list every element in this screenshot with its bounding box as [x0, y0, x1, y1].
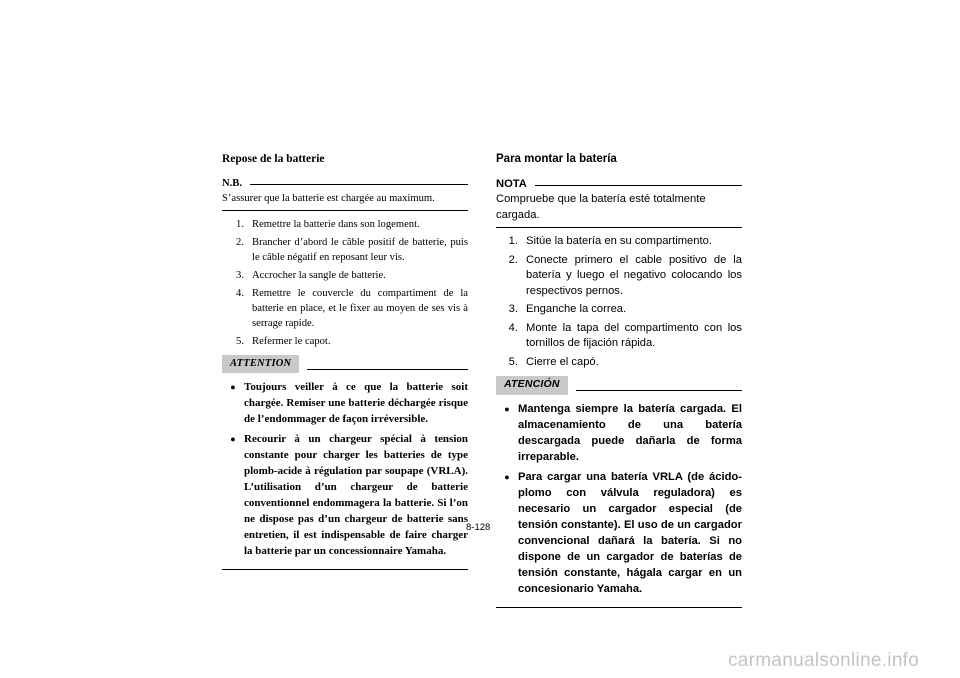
step-number: 1.	[236, 219, 244, 230]
bullet-icon: ●	[230, 382, 236, 392]
spanish-column	[496, 152, 742, 608]
attention-rule-fr	[307, 369, 468, 370]
note-text-fr: S’assurer que la batterie est chargée au maximum.	[222, 191, 468, 211]
step-item	[222, 235, 468, 265]
bullet-icon: ●	[504, 471, 510, 482]
step-number: 2.	[236, 237, 244, 248]
step-text: Remettre la batterie dans son logement.	[252, 219, 420, 230]
attention-item	[222, 431, 468, 559]
french-column	[222, 152, 468, 570]
attention-item	[496, 469, 742, 597]
steps-list-es	[496, 234, 742, 370]
step-item	[222, 268, 468, 283]
step-item	[222, 217, 468, 232]
step-text: Remettre le couvercle du compartiment de la batterie en place, et le fixer au moyen de ses vis à serrage rapide.	[252, 288, 468, 329]
note-header-es	[496, 177, 742, 193]
step-number: 5.	[508, 355, 518, 368]
attention-item	[222, 379, 468, 427]
note-header-fr	[222, 176, 468, 191]
step-item	[496, 355, 742, 371]
step-item	[496, 234, 742, 250]
section-title-es: Para montar la batería	[496, 153, 617, 165]
step-text: Brancher d’abord le câble positif de batterie, puis le câble négatif en reposant leur vis.	[252, 237, 468, 263]
attention-list-fr	[222, 379, 468, 570]
step-text: Enganche la correa.	[526, 303, 627, 315]
attention-text: Mantenga siempre la batería cargada. El almacenamiento de una batería descargada puede dañarla de forma irreparable.	[518, 402, 742, 463]
attention-rule-es	[576, 390, 742, 391]
step-item	[222, 286, 468, 331]
section-title-fr: Repose de la batterie	[222, 153, 325, 165]
step-item	[496, 253, 742, 300]
bullet-icon: ●	[230, 434, 236, 444]
step-number: 3.	[236, 270, 244, 281]
step-text: Sitúe la batería en su compartimento.	[526, 235, 712, 247]
attention-text: Recourir à un chargeur spécial à tension constante pour charger les batteries de type plomb-acide à régulation par soupape (VRLA). L’utilisation d’un chargeur de batterie conventionnel endommagera la batterie. Si l’on ne dispose pas d’un chargeur de batterie sans entretien, il est indispensable de faire charger la batterie par un concessionnaire Yamaha.	[244, 433, 468, 557]
note-label-fr: N.B.	[222, 178, 243, 189]
step-number: 5.	[236, 336, 244, 347]
attention-text: Para cargar una batería VRLA (de ácido-plomo con válvula reguladora) es necesario un cargador especial (de tensión constante). El uso de un cargador convencional dañará la batería. Si no dispone de un cargador de baterías de tensión constante, hágala cargar en un concesionario Yamaha.	[518, 470, 742, 595]
step-text: Cierre el capó.	[526, 355, 599, 368]
note-rule-es	[535, 185, 742, 186]
step-item	[496, 302, 742, 318]
bullet-icon: ●	[504, 403, 510, 414]
note-rule-fr	[250, 184, 468, 185]
step-text: Monte la tapa del compartimento con los tornillos de fijación rápida.	[526, 321, 742, 349]
step-text: Accrocher la sangle de batterie.	[252, 270, 386, 281]
attention-text: Toujours veiller à ce que la batterie soit chargée. Remiser une batterie déchargée risque de l’endommager de façon irréversible.	[244, 381, 468, 425]
attention-badge-es: ATENCIÓN	[496, 376, 568, 395]
step-text: Refermer le capot.	[252, 336, 331, 347]
watermark: carmanualsonline.info	[728, 650, 920, 671]
attention-list-es	[496, 401, 742, 608]
step-number: 4.	[508, 321, 518, 334]
page-number: 8-128	[466, 522, 491, 533]
attention-item	[496, 401, 742, 465]
steps-list-fr	[222, 217, 468, 349]
attention-badge-fr: ATTENTION	[222, 355, 299, 373]
step-number: 1.	[508, 235, 518, 247]
note-label-es: NOTA	[496, 177, 527, 190]
step-number: 2.	[508, 253, 518, 266]
step-text: Conecte primero el cable positivo de la batería y luego el negativo colocando los respectivos pernos.	[526, 253, 742, 297]
note-text-es: Compruebe que la batería esté totalmente cargada.	[496, 192, 742, 228]
attention-header-es	[496, 376, 742, 395]
step-item	[222, 334, 468, 349]
attention-header-fr	[222, 355, 468, 373]
step-number: 4.	[236, 288, 244, 299]
step-number: 3.	[508, 303, 518, 315]
step-item	[496, 321, 742, 352]
